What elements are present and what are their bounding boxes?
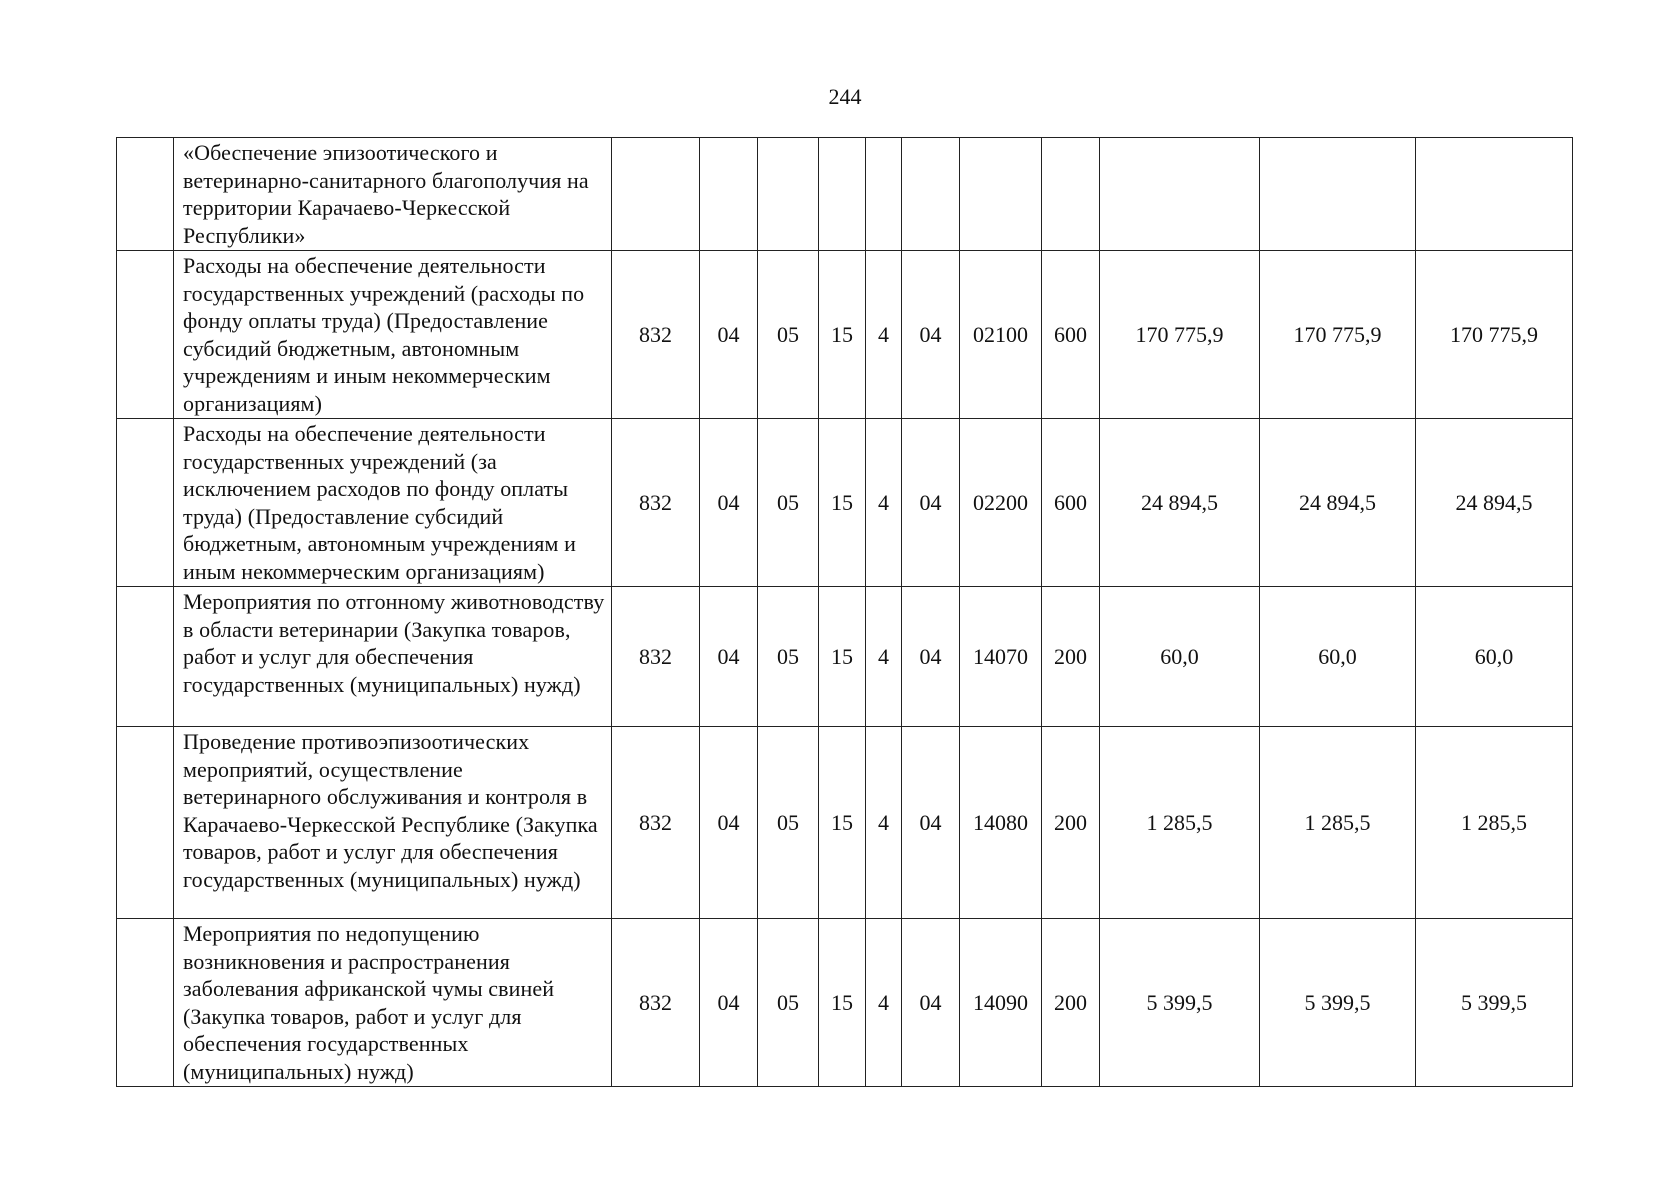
program-code-cell: 15 xyxy=(819,587,866,727)
ministry-code-cell: 832 xyxy=(612,251,700,419)
amount-1-cell: 60,0 xyxy=(1100,587,1260,727)
subsection-code-cell: 05 xyxy=(758,919,819,1087)
section-code-cell: 04 xyxy=(700,727,758,919)
ministry-code-cell xyxy=(612,138,700,251)
section-code-cell: 04 xyxy=(700,587,758,727)
table-row xyxy=(117,251,1573,419)
subsection-code-cell: 05 xyxy=(758,587,819,727)
amount-2-cell: 60,0 xyxy=(1260,587,1416,727)
event-code-cell: 04 xyxy=(902,419,960,587)
ministry-code-cell: 832 xyxy=(612,419,700,587)
amount-3-cell xyxy=(1416,138,1573,251)
amount-1-cell: 1 285,5 xyxy=(1100,727,1260,919)
amount-3-cell: 24 894,5 xyxy=(1416,419,1573,587)
subprogram-code-cell xyxy=(866,138,902,251)
amount-2-cell: 1 285,5 xyxy=(1260,727,1416,919)
ministry-code-cell: 832 xyxy=(612,587,700,727)
description-cell: Расходы на обеспечение деятельности государственных учреждений (расходы по фонду оплаты труда) (Предоставление субсидий бюджетным, автономным учреждениям и иным некоммерческим организациям) xyxy=(174,251,612,419)
row-number-cell xyxy=(117,587,174,727)
expense-type-cell xyxy=(1042,138,1100,251)
amount-2-cell xyxy=(1260,138,1416,251)
description-cell: Мероприятия по отгонному животноводству в области ветеринарии (Закупка товаров, работ и услуг для обеспечения государственных (муниципальных) нужд) xyxy=(174,587,612,727)
event-code-cell: 04 xyxy=(902,727,960,919)
amount-1-cell: 24 894,5 xyxy=(1100,419,1260,587)
page-number: 244 xyxy=(828,84,862,109)
expense-type-cell: 600 xyxy=(1042,251,1100,419)
table-row xyxy=(117,587,1573,727)
subsection-code-cell: 05 xyxy=(758,251,819,419)
amount-3-cell: 60,0 xyxy=(1416,587,1573,727)
event-code-cell: 04 xyxy=(902,587,960,727)
event-code-cell xyxy=(902,138,960,251)
description-cell: «Обеспечение эпизоотического и ветеринарно-санитарного благополучия на территории Карачаево-Черкесской Республики» xyxy=(174,138,612,251)
expense-type-cell: 200 xyxy=(1042,587,1100,727)
subprogram-code-cell: 4 xyxy=(866,919,902,1087)
subsection-code-cell xyxy=(758,138,819,251)
amount-1-cell xyxy=(1100,138,1260,251)
event-code-cell: 04 xyxy=(902,251,960,419)
direction-code-cell: 14070 xyxy=(960,587,1042,727)
description-cell: Мероприятия по недопущению возникновения и распространения заболевания африканской чумы свиней (Закупка товаров, работ и услуг для обеспечения государственных (муниципальных) нужд) xyxy=(174,919,612,1087)
ministry-code-cell: 832 xyxy=(612,727,700,919)
description-cell: Проведение противоэпизоотических мероприятий, осуществление ветеринарного обслуживания и контроля в Карачаево-Черкесской Республике (Закупка товаров, работ и услуг для обеспечения государственных (муниципальных) нужд) xyxy=(174,727,612,919)
direction-code-cell: 14080 xyxy=(960,727,1042,919)
row-number-cell xyxy=(117,919,174,1087)
amount-3-cell: 170 775,9 xyxy=(1416,251,1573,419)
section-code-cell xyxy=(700,138,758,251)
amount-2-cell: 170 775,9 xyxy=(1260,251,1416,419)
table-row xyxy=(117,727,1573,919)
row-number-cell xyxy=(117,138,174,251)
amount-2-cell: 24 894,5 xyxy=(1260,419,1416,587)
table-row xyxy=(117,138,1573,251)
event-code-cell: 04 xyxy=(902,919,960,1087)
direction-code-cell: 14090 xyxy=(960,919,1042,1087)
program-code-cell: 15 xyxy=(819,919,866,1087)
section-code-cell: 04 xyxy=(700,919,758,1087)
ministry-code-cell: 832 xyxy=(612,919,700,1087)
table-row xyxy=(117,419,1573,587)
expense-type-cell: 200 xyxy=(1042,919,1100,1087)
program-code-cell: 15 xyxy=(819,419,866,587)
subprogram-code-cell: 4 xyxy=(866,419,902,587)
subprogram-code-cell: 4 xyxy=(866,251,902,419)
row-number-cell xyxy=(117,727,174,919)
direction-code-cell: 02200 xyxy=(960,419,1042,587)
direction-code-cell: 02100 xyxy=(960,251,1042,419)
amount-1-cell: 170 775,9 xyxy=(1100,251,1260,419)
subprogram-code-cell: 4 xyxy=(866,587,902,727)
section-code-cell: 04 xyxy=(700,251,758,419)
program-code-cell: 15 xyxy=(819,251,866,419)
amount-2-cell: 5 399,5 xyxy=(1260,919,1416,1087)
direction-code-cell xyxy=(960,138,1042,251)
amount-1-cell: 5 399,5 xyxy=(1100,919,1260,1087)
expense-type-cell: 200 xyxy=(1042,727,1100,919)
amount-3-cell: 1 285,5 xyxy=(1416,727,1573,919)
budget-table xyxy=(116,137,1573,1087)
expense-type-cell: 600 xyxy=(1042,419,1100,587)
subprogram-code-cell: 4 xyxy=(866,727,902,919)
table-row xyxy=(117,919,1573,1087)
program-code-cell xyxy=(819,138,866,251)
row-number-cell xyxy=(117,251,174,419)
subsection-code-cell: 05 xyxy=(758,419,819,587)
section-code-cell: 04 xyxy=(700,419,758,587)
description-cell: Расходы на обеспечение деятельности государственных учреждений (за исключением расходов по фонду оплаты труда) (Предоставление субсидий бюджетным, автономным учреждениям и иным некоммерческим организациям) xyxy=(174,419,612,587)
subsection-code-cell: 05 xyxy=(758,727,819,919)
amount-3-cell: 5 399,5 xyxy=(1416,919,1573,1087)
row-number-cell xyxy=(117,419,174,587)
program-code-cell: 15 xyxy=(819,727,866,919)
